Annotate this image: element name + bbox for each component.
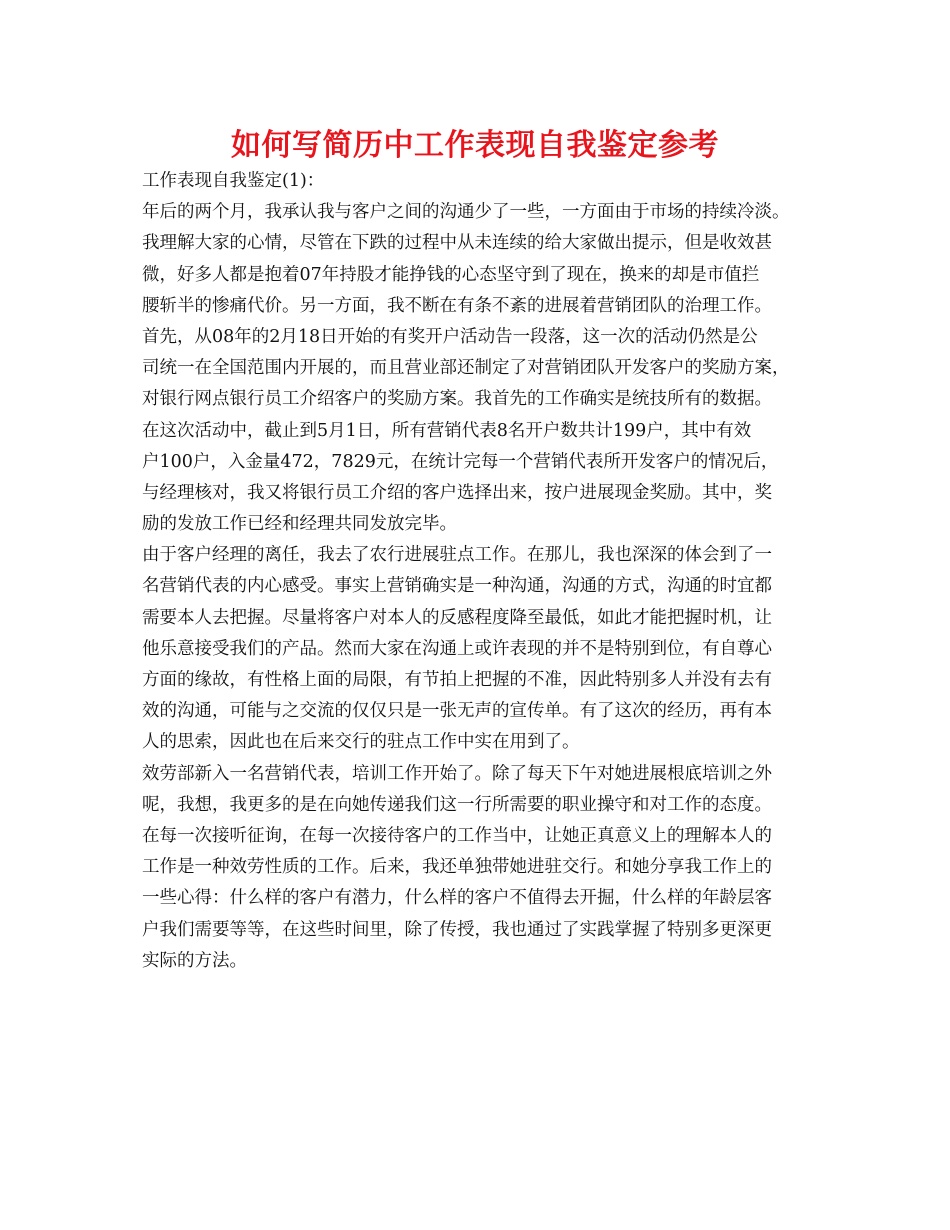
text-line: 司统一在全国范围内开展的，而且营业部还制定了对营销团队开发客户的奖励方案， <box>142 358 790 379</box>
text-line: 方面的缘故，有性格上面的局限，有节拍上把握的不准，因此特别多人并没有去有 <box>142 670 772 690</box>
text-line: 户我们需要等等，在这些时间里，除了传授，我也通过了实践掌握了特别多更深更 <box>142 919 772 940</box>
heading-line: 工作表现自我鉴定(1)： <box>142 171 325 191</box>
text-line: 他乐意接受我们的产品。然而大家在沟通上或许表现的并不是特别到位，有自尊心 <box>142 638 772 659</box>
text-line: 实际的方法。 <box>142 950 247 971</box>
text-line: 效劳部新入一名营销代表，培训工作开始了。除了每天下午对她进展根底培训之外 <box>142 763 772 784</box>
text-line: 一些心得：什么样的客户有潜力，什么样的客户不值得去开掘，什么样的年龄层客 <box>142 888 772 909</box>
text-line: 效的沟通，可能与之交流的仅仅只是一张无声的宣传单。有了这次的经历，再有本 <box>142 701 772 722</box>
text-line: 与经理核对，我又将银行员工介绍的客户选择出来，按户进展现金奖励。其中，奖 <box>142 482 772 503</box>
text-line: 人的思索，因此也在后来交行的驻点工作中实在用到了。 <box>142 732 580 753</box>
text-line: 首先，从08年的2月18日开始的有奖开户活动告一段落，这一次的活动仍然是公 <box>142 326 758 347</box>
text-line: 对银行网点银行员工介绍客户的奖励方案。我首先的工作确实是统技所有的数据。 <box>142 389 772 410</box>
text-line: 户100户，入金量472，7829元，在统计完每一个营销代表所开发客户的情况后， <box>142 451 779 472</box>
text-line: 在每一次接听征询，在每一次接待客户的工作当中，让她正真意义上的理解本人的 <box>142 825 772 846</box>
text-line: 工作是一种效劳性质的工作。后来，我还单独带她进驻交行。和她分享我工作上的 <box>142 857 772 878</box>
document-body <box>142 166 822 977</box>
text-line: 励的发放工作已经和经理共同发放完毕。 <box>142 514 457 535</box>
text-line: 名营销代表的内心感受。事实上营销确实是一种沟通，沟通的方式，沟通的时宜都 <box>142 576 772 597</box>
text-line: 呢，我想，我更多的是在向她传递我们这一行所需要的职业操守和对工作的态度。 <box>142 794 772 815</box>
text-line: 腰斩半的惨痛代价。另一方面，我不断在有条不紊的进展着营销团队的治理工作。 <box>142 295 772 316</box>
text-line: 年后的两个月，我承认我与客户之间的沟通少了一些，一方面由于市场的持续冷淡。 <box>142 202 790 223</box>
text-line: 在这次活动中，截止到5月1日，所有营销代表8名开户数共计199户，其中有效 <box>142 420 752 441</box>
text-line: 需要本人去把握。尽量将客户对本人的反感程度降至最低，如此才能把握时机，让 <box>142 607 772 628</box>
text-line: 我理解大家的心情，尽管在下跌的过程中从未连续的给大家做出提示，但是收效甚 <box>142 233 772 254</box>
document-title: 如何写简历中工作表现自我鉴定参考 <box>231 128 719 163</box>
text-line: 微，好多人都是抱着07年持股才能挣钱的心态坚守到了现在，换来的却是市值拦 <box>142 264 760 285</box>
text-line: 由于客户经理的离任，我去了农行进展驻点工作。在那儿，我也深深的体会到了一 <box>142 545 772 566</box>
